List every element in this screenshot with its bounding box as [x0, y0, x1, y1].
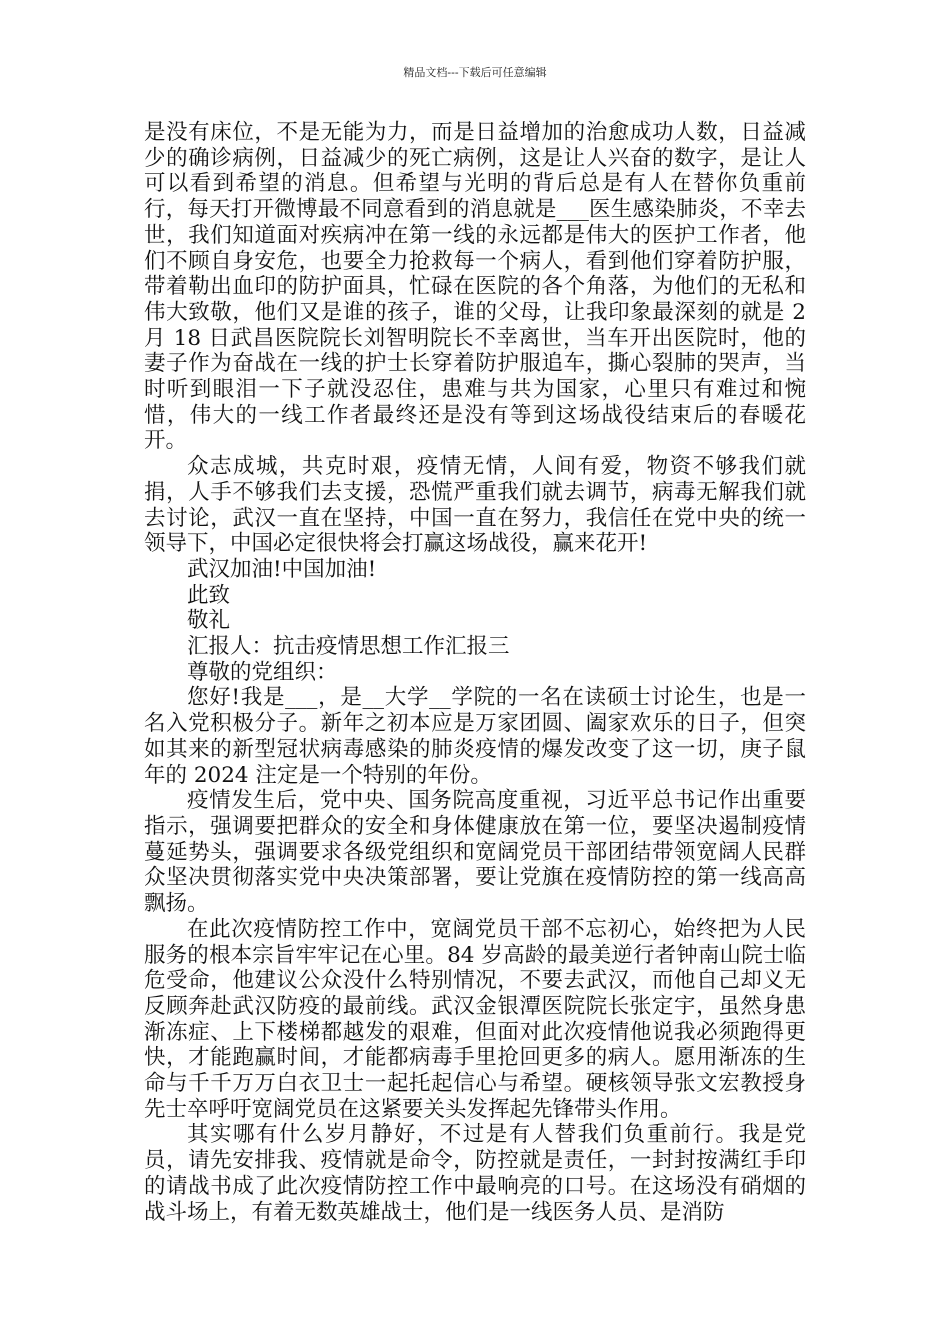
paragraph-slogan: 武汉加油!中国加油! — [187, 556, 377, 582]
paragraph-heroes: 其实哪有什么岁月静好，不过是有人替我们负重前行。我是党员，请先安排我、疫情就是命令，防控就是责任，一封封按满红手印的请战书成了此次疫情防控工作中最响亮的口号。在这场没有硝烟的战斗场上，有着无数英雄战士，他们是一线医务人员、是消防 — [144, 1122, 806, 1225]
page-header: 精品文档---下载后可任意编辑 — [403, 66, 547, 79]
paragraph-intro: 您好!我是___，是__大学__学院的一名在读硕士讨论生，也是一名入党积极分子。新年之初本应是万家团圆、阖家欢乐的日子，但突如其来的新型冠状病毒感染的肺炎疫情的爆发改变了这一切，庚子鼠年的 2024 注定是一个特别的年份。 — [144, 685, 806, 788]
paragraph-continued: 是没有床位，不是无能为力，而是日益增加的治愈成功人数，日益减少的确诊病例，日益减少的死亡病例，这是让人兴奋的数字，是让人可以看到希望的消息。但希望与光明的背后总是有人在替你负重前行，每天打开微博最不同意看到的消息就是___医生感染肺炎，不幸去世，我们知道面对疾病冲在第一线的永远都是伟大的医护工作者，他们不顾自身安危，也要全力抢救每一个病人，看到他们穿着防护服，带着勒出血印的防护面具，忙碌在医院的各个角落，为他们的无私和伟大致敬，他们又是谁的孩子，谁的父母，让我印象最深刻的就是 2 月 18 日武昌医院院长刘智明院长不幸离世，当车开出医院时，他的妻子作为奋战在一线的护士长穿着防护服追车，撕心裂肺的哭声，当时听到眼泪一下子就没忍住，患难与共为国家，心里只有难过和惋惜，伟大的一线工作者最终还是没有等到这场战役结束后的春暖花开。 — [144, 120, 806, 454]
reporter-line: 汇报人：抗击疫情思想工作汇报三 — [187, 634, 510, 660]
paragraph-role-models: 在此次疫情防控工作中，宽阔党员干部不忘初心，始终把为人民服务的根本宗旨牢牢记在心里。84 岁高龄的最美逆行者钟南山院士临危受命，他建议公众没什么特别情况，不要去武汉，而他自己却义无反顾奔赴武汉防疫的最前线。武汉金银潭医院院长张定宇，虽然身患渐冻症、上下楼梯都越发的艰难，但面对此次疫情他说我必须跑得更快，才能跑赢时间，才能都病毒手里抢回更多的病人。愿用渐冻的生命与千千万万白衣卫士一起托起信心与希望。硬核领导张文宏教授身先士卒呼吁宽阔党员在这紧要关头发挥起先锋带头作用。 — [144, 916, 806, 1122]
greeting-line: 尊敬的党组织： — [187, 659, 338, 685]
document-body — [144, 120, 806, 1225]
paragraph-central-response: 疫情发生后，党中央、国务院高度重视，习近平总书记作出重要指示，强调要把群众的安全和身体健康放在第一位，要坚决遏制疫情蔓延势头，强调要求各级党组织和宽阔党员干部团结带领宽阔人民群众坚决贯彻落实党中央决策部署，要让党旗在疫情防控的第一线高高飘扬。 — [144, 788, 806, 917]
closing-salutation: 此致 — [187, 582, 231, 608]
paragraph-unity: 众志成城，共克时艰，疫情无情，人间有爱，物资不够我们就捐，人手不够我们去支援，恐慌严重我们就去调节，病毒无解我们就去讨论，武汉一直在坚持，中国一直在努力，我信任在党中央的统一领导下，中国必定很快将会打赢这场战役，赢来花开! — [144, 454, 806, 557]
closing-regards: 敬礼 — [187, 608, 231, 634]
